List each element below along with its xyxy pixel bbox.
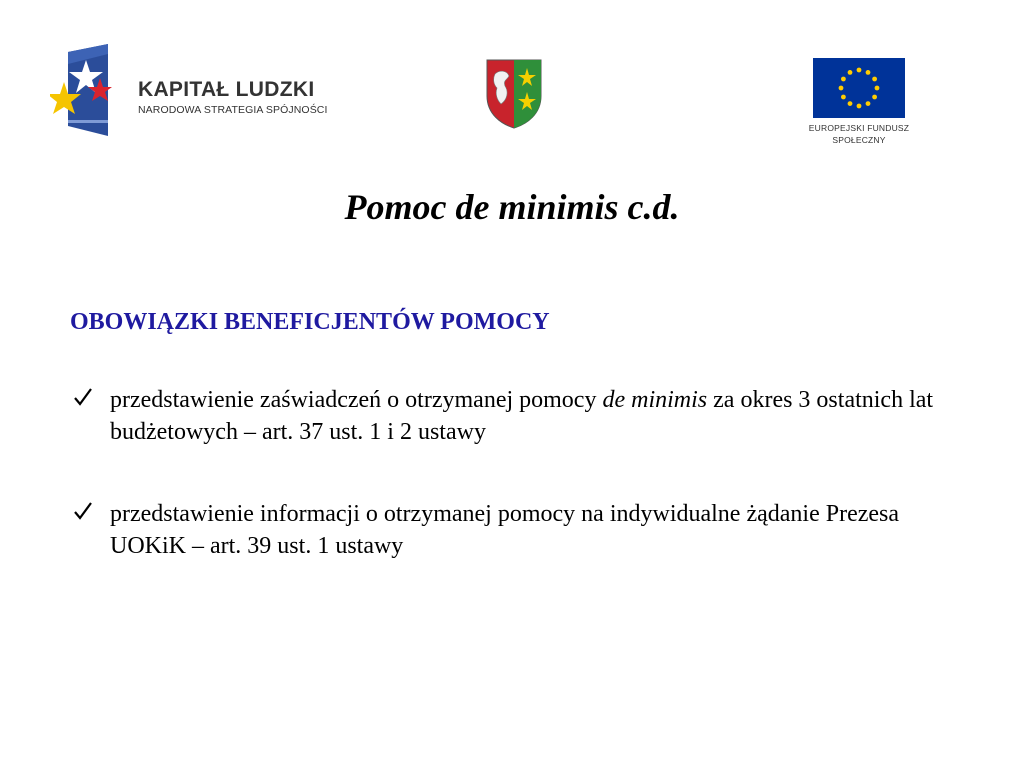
checkmark-icon [72, 386, 94, 408]
checkmark-icon [72, 500, 94, 522]
bullet-item [70, 384, 950, 448]
kapital-ludzki-title: KAPITAŁ LUDZKI [138, 78, 315, 101]
bullet-text-end: za okres 3 ostatnich lat budżetowych – art. 37 ust. 1 i 2 ustawy [110, 387, 934, 445]
eu-caption-line1: EUROPEJSKI FUNDUSZ [808, 123, 910, 133]
kapital-ludzki-subtitle: NARODOWA STRATEGIA SPÓJNOŚCI [138, 104, 328, 116]
eu-fund-logo [800, 58, 918, 150]
bullet-text-start: przedstawienie zaświadczeń o otrzymanej pomocy [110, 387, 603, 413]
bullet-emphasis: de minimis [602, 387, 708, 413]
eu-caption-line2: SPOŁECZNY [832, 135, 886, 145]
bullet-item [70, 498, 950, 562]
kapital-ludzki-logo [50, 42, 370, 142]
section-header: OBOWIĄZKI BENEFICJENTÓW POMOCY [70, 309, 550, 335]
eu-fund-caption [800, 122, 918, 146]
bullet-text: przedstawienie informacji o otrzymanej pomocy na indywidualne żądanie Prezesa UOKiK – art. 39 ust. 1 ustawy [110, 501, 900, 559]
coat-of-arms-icon [485, 58, 543, 130]
eu-flag-icon [813, 58, 905, 118]
bullet-list [70, 384, 950, 562]
slide-title: Pomoc de minimis c.d. [344, 187, 680, 227]
kapital-ludzki-emblem-icon [50, 42, 130, 142]
